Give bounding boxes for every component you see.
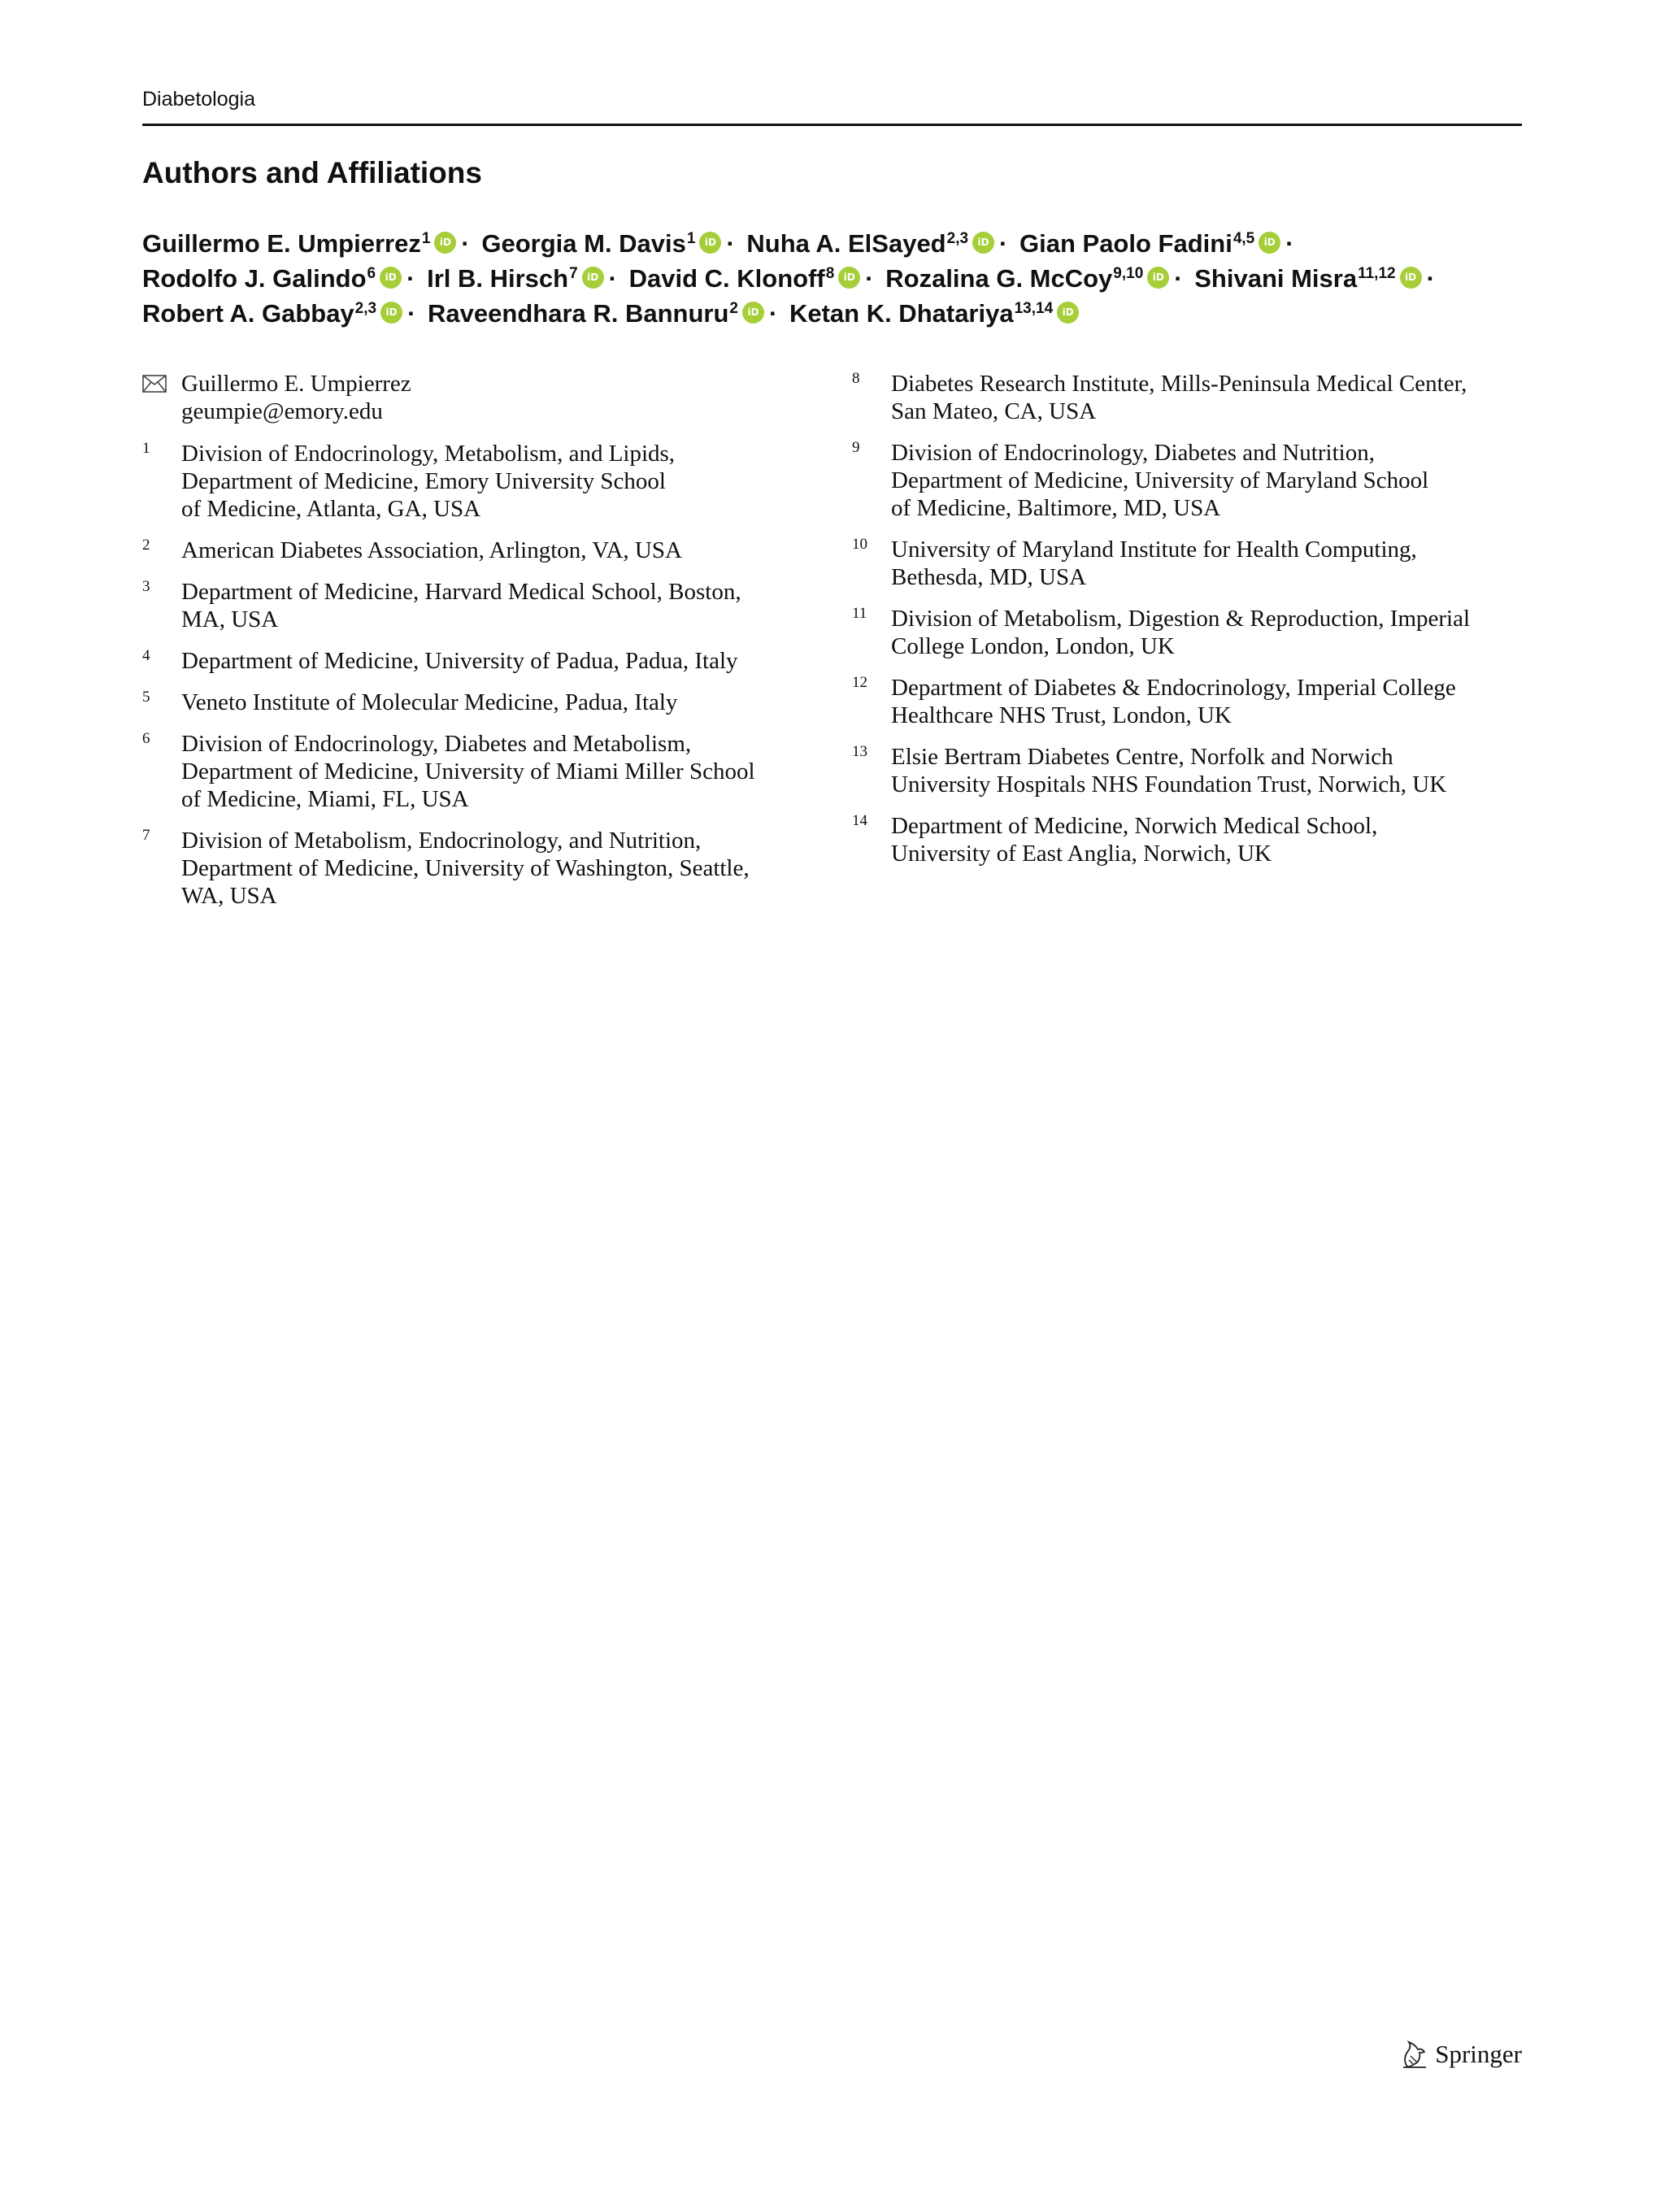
affiliation-number: 10 <box>852 536 867 553</box>
author-entry <box>885 264 1169 293</box>
affiliation-item <box>852 536 1527 591</box>
affiliation-number: 9 <box>852 439 860 456</box>
author-affiliation-sup: 8 <box>825 264 835 282</box>
affiliation-line: Division of Metabolism, Endocrinology, and Nutrition, <box>181 828 702 854</box>
affiliation-line: Division of Endocrinology, Metabolism, and Lipids, <box>181 441 676 467</box>
affiliation-line: Department of Medicine, Harvard Medical School, Boston, <box>181 579 741 605</box>
affiliation-item <box>852 743 1527 798</box>
affiliation-number: 1 <box>142 440 150 457</box>
affiliation-number: 7 <box>142 827 150 844</box>
affiliation-number: 5 <box>142 689 150 706</box>
author-separator: · <box>1426 264 1435 293</box>
author-separator: · <box>726 229 735 258</box>
affiliation-line: University of East Anglia, Norwich, UK <box>891 841 1272 867</box>
affiliation-number: 14 <box>852 812 867 829</box>
affiliation-number: 12 <box>852 674 867 691</box>
author-affiliation-sup: 6 <box>367 264 376 282</box>
journal-name: Diabetologia <box>142 88 255 111</box>
affiliation-line: Veneto Institute of Molecular Medicine, Padua, Italy <box>181 689 678 715</box>
affiliation-item <box>852 439 1527 522</box>
author-name: Gian Paolo Fadini <box>1019 229 1232 258</box>
author-affiliation-sup: 2,3 <box>946 229 969 247</box>
affiliation-item <box>142 578 817 633</box>
author-separator: · <box>999 229 1008 258</box>
affiliation-item <box>852 812 1527 867</box>
author-affiliation-sup: 2 <box>729 299 738 317</box>
orcid-icon[interactable]: iD <box>434 232 456 254</box>
correspondence-name: Guillermo E. Umpierrez <box>181 371 411 397</box>
author-entry <box>142 229 456 258</box>
orcid-icon[interactable]: iD <box>742 302 764 324</box>
affiliation-item <box>142 689 817 716</box>
author-entry <box>481 229 721 258</box>
author-entry <box>746 229 994 258</box>
section-title: Authors and Affiliations <box>142 156 482 189</box>
author-name: Shivani Misra <box>1194 264 1358 293</box>
author-affiliation-sup: 7 <box>569 264 578 282</box>
affiliation-number: 4 <box>142 647 150 664</box>
affiliation-line: Department of Medicine, University of Padua, Padua, Italy <box>181 648 738 674</box>
affiliation-list-right <box>852 370 1527 867</box>
author-separator: · <box>406 264 415 293</box>
orcid-icon[interactable]: iD <box>699 232 721 254</box>
author-name: Rozalina G. McCoy <box>885 264 1113 293</box>
orcid-icon[interactable]: iD <box>1400 267 1422 289</box>
author-entry <box>427 264 604 293</box>
author-affiliation-sup: 4,5 <box>1232 229 1255 247</box>
affiliation-line: San Mateo, CA, USA <box>891 398 1097 424</box>
affiliation-line: University Hospitals NHS Foundation Trust, Norwich, UK <box>891 771 1447 797</box>
author-separator: · <box>1285 229 1294 258</box>
affiliation-line: Department of Medicine, Norwich Medical School, <box>891 813 1378 839</box>
author-separator: · <box>407 299 416 328</box>
affiliation-number: 13 <box>852 743 867 760</box>
affiliation-line: Division of Endocrinology, Diabetes and Metabolism, <box>181 731 692 757</box>
author-name: Raveendhara R. Bannuru <box>428 299 729 328</box>
correspondence-email[interactable]: geumpie@emory.edu <box>181 398 383 424</box>
orcid-icon[interactable]: iD <box>1147 267 1169 289</box>
author-affiliation-sup: 9,10 <box>1113 264 1144 282</box>
author-separator: · <box>769 299 778 328</box>
author-separator: · <box>1174 264 1183 293</box>
author-name: Georgia M. Davis <box>481 229 686 258</box>
author-name: Nuha A. ElSayed <box>746 229 946 258</box>
author-name: David C. Klonoff <box>628 264 825 293</box>
affiliation-number: 11 <box>852 605 867 622</box>
affiliation-number: 6 <box>142 730 150 747</box>
author-name: Irl B. Hirsch <box>427 264 569 293</box>
author-affiliation-sup: 2,3 <box>354 299 377 317</box>
author-entry <box>789 299 1079 328</box>
affiliation-line: Elsie Bertram Diabetes Centre, Norfolk and Norwich <box>891 744 1393 770</box>
author-entry <box>1019 229 1280 258</box>
orcid-icon[interactable]: iD <box>380 267 402 289</box>
affiliation-line: American Diabetes Association, Arlington, VA, USA <box>181 537 682 563</box>
affiliation-item <box>142 537 817 564</box>
affiliation-line: Department of Diabetes & Endocrinology, Imperial College <box>891 675 1456 701</box>
springer-horse-icon <box>1401 2040 1428 2069</box>
author-entry <box>629 264 861 293</box>
affiliation-number: 8 <box>852 370 860 387</box>
affiliation-line: Division of Endocrinology, Diabetes and Nutrition, <box>891 440 1375 466</box>
publisher-name: Springer <box>1435 2040 1522 2068</box>
orcid-icon[interactable]: iD <box>838 267 860 289</box>
affiliation-line: of Medicine, Atlanta, GA, USA <box>181 496 481 522</box>
affiliation-number: 3 <box>142 578 150 595</box>
affiliation-line: Department of Medicine, University of Washington, Seattle, <box>181 855 750 881</box>
author-separator: · <box>865 264 874 293</box>
author-entry <box>142 299 402 328</box>
affiliation-line: WA, USA <box>181 883 277 909</box>
author-separator: · <box>608 264 617 293</box>
affiliation-line: Department of Medicine, University of Maryland School <box>891 467 1429 493</box>
orcid-icon[interactable]: iD <box>972 232 994 254</box>
author-name: Ketan K. Dhatariya <box>789 299 1014 328</box>
author-name: Rodolfo J. Galindo <box>142 264 367 293</box>
author-affiliation-sup: 1 <box>421 229 431 247</box>
affiliations-left-column <box>142 370 817 923</box>
affiliation-line: of Medicine, Miami, FL, USA <box>181 786 469 812</box>
affiliation-line: Healthcare NHS Trust, London, UK <box>891 702 1232 728</box>
affiliation-list-left <box>142 440 817 910</box>
author-separator: · <box>461 229 470 258</box>
affiliation-line: Department of Medicine, Emory University School <box>181 468 666 494</box>
affiliation-line: University of Maryland Institute for Health Computing, <box>891 537 1417 563</box>
author-affiliation-sup: 11,12 <box>1358 264 1396 282</box>
affiliation-item <box>852 370 1527 425</box>
affiliation-line: College London, London, UK <box>891 633 1175 659</box>
orcid-icon[interactable]: iD <box>582 267 604 289</box>
affiliation-item <box>852 674 1527 729</box>
affiliation-line: MA, USA <box>181 606 279 632</box>
affiliation-line: Diabetes Research Institute, Mills-Peninsula Medical Center, <box>891 371 1467 397</box>
publisher-logo <box>1401 2040 1522 2069</box>
affiliation-item <box>852 605 1527 660</box>
affiliation-item <box>142 440 817 523</box>
author-name: Guillermo E. Umpierrez <box>142 229 421 258</box>
orcid-icon[interactable]: iD <box>1259 232 1280 254</box>
correspondence-block <box>142 370 817 425</box>
affiliation-line: Department of Medicine, University of Miami Miller School <box>181 758 755 784</box>
author-entry <box>1194 264 1421 293</box>
affiliation-item <box>142 827 817 910</box>
affiliation-line: of Medicine, Baltimore, MD, USA <box>891 495 1221 521</box>
orcid-icon[interactable]: iD <box>1057 302 1079 324</box>
orcid-icon[interactable]: iD <box>380 302 402 324</box>
affiliation-item <box>142 730 817 813</box>
author-entry <box>142 264 402 293</box>
author-list <box>142 226 1524 331</box>
affiliation-item <box>142 647 817 675</box>
affiliations-right-column <box>852 370 1527 881</box>
author-affiliation-sup: 1 <box>686 229 696 247</box>
author-name: Robert A. Gabbay <box>142 299 354 328</box>
author-affiliation-sup: 13,14 <box>1014 299 1054 317</box>
affiliation-line: Bethesda, MD, USA <box>891 564 1087 590</box>
affiliation-line: Division of Metabolism, Digestion & Reproduction, Imperial <box>891 606 1471 632</box>
author-entry <box>428 299 764 328</box>
envelope-icon <box>142 375 167 393</box>
affiliation-number: 2 <box>142 537 150 554</box>
header-divider <box>142 124 1522 126</box>
